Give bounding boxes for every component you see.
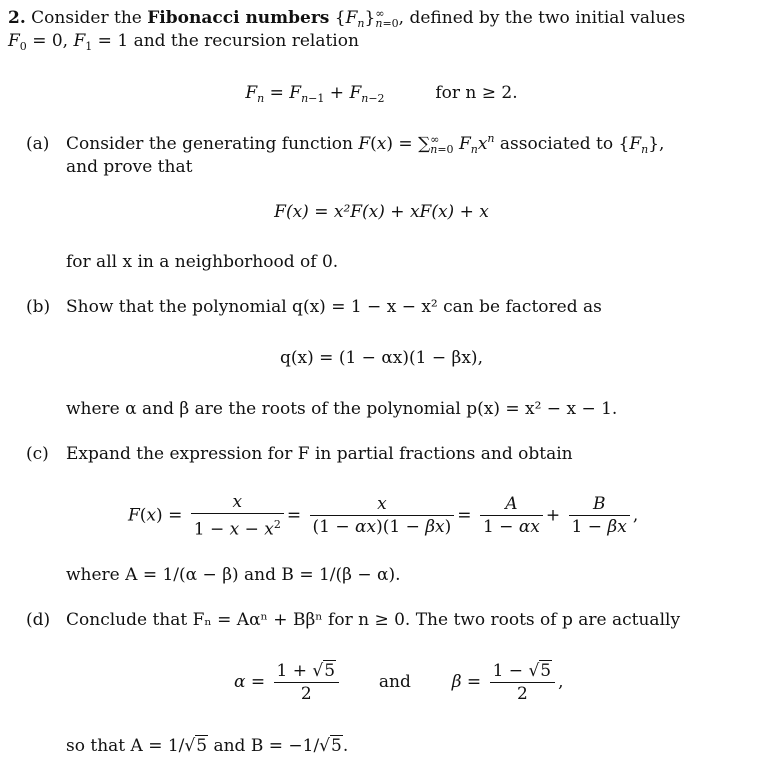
problem-number: 2.: [8, 8, 26, 28]
fibonacci-term: Fibonacci numbers: [147, 8, 330, 28]
part-a-text-2: associated to: [499, 134, 614, 154]
intro-text-3: and the recursion relation: [133, 31, 359, 51]
part-c-text-1: Expand the expression for F in partial fractions and obtain: [66, 444, 573, 464]
intro-text-2: , defined by the two initial values: [398, 8, 686, 28]
problem-intro-line1: [8, 7, 685, 31]
part-b-after: where α and β are the roots of the polynomial p(x) = x² − x − 1.: [66, 399, 618, 419]
part-d-after-1: so that A = 1/: [66, 736, 185, 756]
part-b-text-1: Show that the polynomial q(x) = 1 − x − x² can be factored as: [66, 297, 602, 317]
part-c-after: where A = 1/(α − β) and B = 1/(β − α).: [66, 565, 401, 585]
part-a-text-1: Consider the generating function: [66, 134, 353, 154]
part-a-label: (a): [26, 134, 50, 154]
fn-sequence: $\{F_n\}$,: [618, 134, 665, 156]
fraction-3: $\frac{A}{1 - \alpha x}$: [480, 494, 543, 537]
part-d-after: so that A = 1/√5 and B = −1/√5.: [66, 736, 349, 756]
part-b-equation: q(x) = (1 − αx)(1 − βx),: [280, 348, 483, 368]
partial-fraction-equation: F(x) = $\frac{x}{1 - x - x^2}$ = $\frac{x}{(1 - \alpha x)(1 - \beta x)}$ = $\frac{A}{1 - \alpha x}$ + $\frac{B}{1 - \beta x}$ ,: [128, 492, 639, 540]
generating-function-def: F(x) = ∑ ∞ n=0 $F_nx^n$: [358, 132, 495, 156]
initial-values: $F_0 = 0$, $F_1 = 1$: [8, 31, 129, 53]
sequence-notation: $\{F_n\}$ ∞ n=0: [334, 6, 399, 30]
fraction-4: $\frac{B}{1 - \beta x}$: [569, 494, 630, 537]
part-d-after-2: and B = −1/: [213, 736, 320, 756]
beta-fraction: $\frac{1 - √5}{2}$: [490, 661, 556, 704]
recursion-equation: $F_n = F_{n-1} + F_{n-2}$ for n ≥ 2.: [245, 83, 518, 105]
part-a-after: for all x in a neighborhood of 0.: [66, 252, 339, 272]
intro-text-1: Consider the: [31, 8, 142, 28]
part-a-line1: [66, 133, 664, 157]
fraction-2: $\frac{x}{(1 - \alpha x)(1 - \beta x)}$: [310, 494, 455, 537]
part-c-label: (c): [26, 444, 49, 464]
recursion-condition: for n ≥ 2.: [435, 83, 518, 103]
part-a-text-3: and prove that: [66, 157, 193, 177]
fraction-1: $\frac{x}{1 - x - x^2}$: [191, 492, 284, 540]
problem-intro-line2: [8, 30, 359, 54]
part-d-label: (d): [26, 610, 51, 630]
roots-equation: α = $\frac{1 + √5}{2}$ and β = $\frac{1 - √5}{2}$ ,: [234, 661, 564, 704]
part-d-text-1: Conclude that Fₙ = Aαⁿ + Bβⁿ for n ≥ 0. The two roots of p are actually: [66, 610, 681, 630]
part-a-equation: F(x) = x²F(x) + xF(x) + x: [274, 202, 489, 222]
part-b-label: (b): [26, 297, 51, 317]
and-word: and: [378, 672, 411, 692]
alpha-fraction: $\frac{1 + √5}{2}$: [274, 661, 340, 704]
